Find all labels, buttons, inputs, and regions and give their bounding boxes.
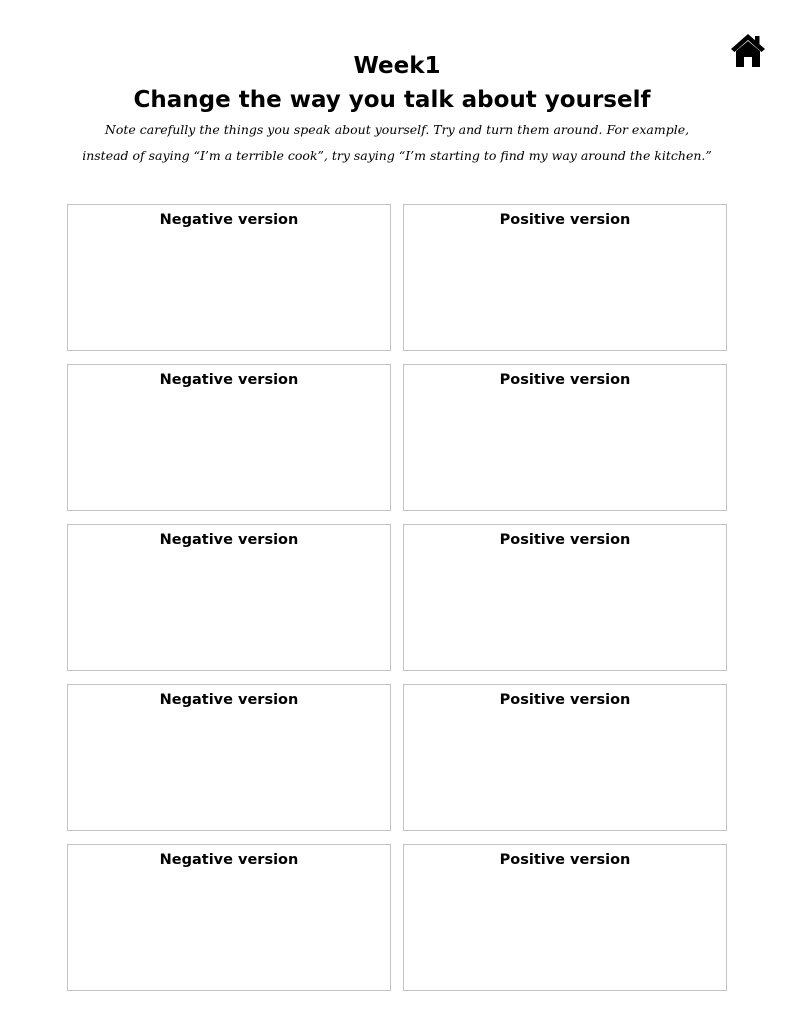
negative-label: Negative version	[159, 372, 299, 388]
positive-label: Positive version	[499, 372, 631, 388]
positive-label: Positive version	[499, 692, 631, 708]
positive-box-2[interactable]	[403, 364, 727, 511]
negative-label: Negative version	[159, 532, 299, 548]
positive-box-3[interactable]	[403, 524, 727, 671]
positive-label: Positive version	[499, 532, 631, 548]
negative-box-4[interactable]	[67, 684, 391, 831]
positive-box-4[interactable]	[403, 684, 727, 831]
negative-label: Negative version	[159, 212, 299, 228]
positive-box-1[interactable]	[403, 204, 727, 351]
negative-box-5[interactable]	[67, 844, 391, 991]
negative-box-1[interactable]	[67, 204, 391, 351]
week-title: Week1	[353, 53, 441, 79]
negative-box-3[interactable]	[67, 524, 391, 671]
worksheet-grid	[67, 204, 727, 991]
instructions-text: Note carefully the things you speak about yourself. Try and turn them around. For example, instead of saying “I’m a terrible cook”, try saying “I’m starting to find my way around the kitchen.”	[82, 122, 712, 163]
negative-label: Negative version	[159, 692, 299, 708]
positive-box-5[interactable]	[403, 844, 727, 991]
positive-label: Positive version	[499, 212, 631, 228]
page-title: Change the way you talk about yourself	[133, 87, 651, 113]
positive-label: Positive version	[499, 852, 631, 868]
negative-box-2[interactable]	[67, 364, 391, 511]
negative-label: Negative version	[159, 852, 299, 868]
